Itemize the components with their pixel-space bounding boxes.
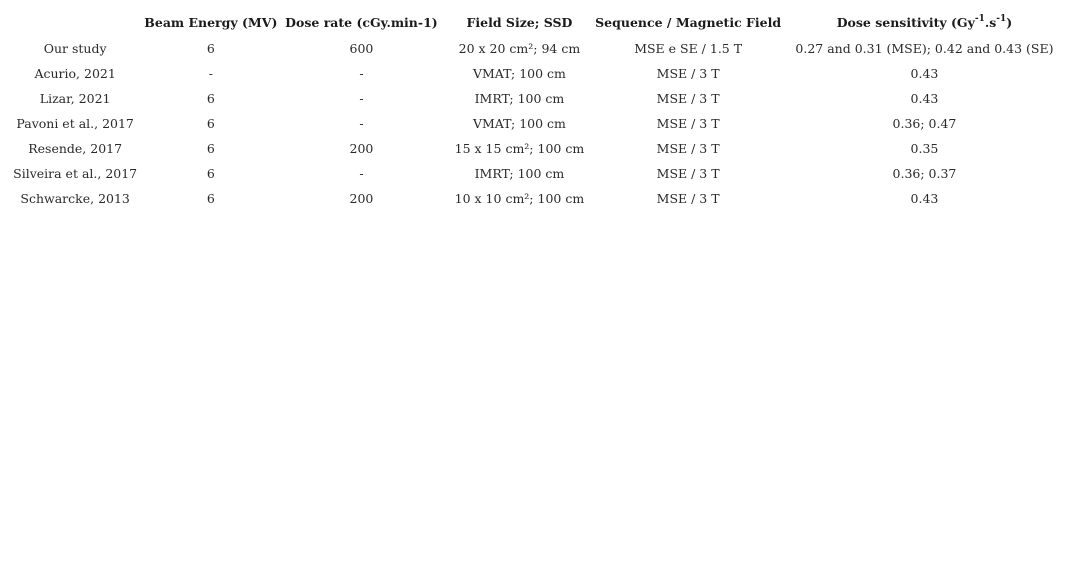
cell-field-size: 20 x 20 cm²; 94 cm: [458, 41, 581, 56]
header-study: [6, 8, 144, 36]
cell-beam-energy: 6: [206, 166, 215, 181]
header-row: [6, 8, 1066, 36]
header-dose-sensitivity: [783, 8, 1066, 36]
cell-dose-rate: 600: [349, 41, 374, 56]
cell-dose-rate: -: [359, 116, 364, 131]
table-row: [6, 186, 1066, 211]
cell-study: Acurio, 2021: [34, 66, 116, 81]
header-dose-sensitivity-exponent-1: -1: [974, 13, 985, 24]
header-dose-sensitivity-suffix: ): [1006, 14, 1013, 30]
table-row: [6, 161, 1066, 186]
header-beam-energy: Beam Energy (MV): [144, 14, 278, 30]
cell-dose-sensitivity: 0.43: [910, 91, 939, 106]
cell-beam-energy: 6: [206, 41, 215, 56]
cell-sequence: MSE / 3 T: [656, 141, 720, 156]
cell-sequence: MSE / 3 T: [656, 66, 720, 81]
cell-study: Pavoni et al., 2017: [16, 116, 134, 131]
cell-dose-sensitivity: 0.43: [910, 66, 939, 81]
cell-study: Our study: [43, 41, 107, 56]
cell-dose-sensitivity: 0.36; 0.47: [892, 116, 957, 131]
cell-dose-sensitivity: 0.36; 0.37: [892, 166, 957, 181]
table-row: [6, 86, 1066, 111]
cell-dose-sensitivity: 0.35: [910, 141, 939, 156]
header-dose-rate: Dose rate (cGy.min-1): [285, 14, 438, 30]
header-field-size: Field Size; SSD: [466, 14, 573, 30]
cell-field-size: IMRT; 100 cm: [474, 91, 565, 106]
cell-beam-energy: 6: [206, 116, 215, 131]
cell-field-size: 15 x 15 cm²; 100 cm: [454, 141, 585, 156]
cell-field-size: IMRT; 100 cm: [474, 166, 565, 181]
cell-beam-energy: 6: [206, 91, 215, 106]
cell-sequence: MSE / 3 T: [656, 91, 720, 106]
cell-beam-energy: 6: [206, 141, 215, 156]
cell-study: Schwarcke, 2013: [20, 191, 130, 206]
table-body: [6, 36, 1066, 211]
table-row: [6, 36, 1066, 61]
table-row: [6, 136, 1066, 161]
cell-study: Silveira et al., 2017: [13, 166, 138, 181]
cell-study: Resende, 2017: [28, 141, 123, 156]
table-row: [6, 61, 1066, 86]
cell-beam-energy: 6: [206, 191, 215, 206]
cell-beam-energy: -: [208, 66, 213, 81]
cell-sequence: MSE / 3 T: [656, 116, 720, 131]
cell-sequence: MSE e SE / 1.5 T: [634, 41, 743, 56]
cell-dose-sensitivity: 0.43: [910, 191, 939, 206]
header-dose-sensitivity-mid: .s: [984, 14, 997, 30]
cell-dose-rate: 200: [349, 191, 374, 206]
cell-dose-rate: 200: [349, 141, 374, 156]
header-sequence: Sequence / Magnetic Field: [595, 14, 782, 30]
cell-sequence: MSE / 3 T: [656, 166, 720, 181]
cell-study: Lizar, 2021: [39, 91, 111, 106]
cell-sequence: MSE / 3 T: [656, 191, 720, 206]
cell-dose-rate: -: [359, 91, 364, 106]
cell-dose-sensitivity: 0.27 and 0.31 (MSE); 0.42 and 0.43 (SE): [795, 41, 1054, 56]
header-dose-sensitivity-prefix: Dose sensitivity (Gy: [836, 14, 975, 30]
cell-dose-rate: -: [359, 166, 364, 181]
cell-field-size: VMAT; 100 cm: [472, 66, 566, 81]
dose-sensitivity-comparison-table: [6, 8, 1066, 211]
table-header: [6, 8, 1066, 36]
cell-field-size: 10 x 10 cm²; 100 cm: [454, 191, 585, 206]
cell-dose-rate: -: [359, 66, 364, 81]
table-row: [6, 111, 1066, 136]
cell-field-size: VMAT; 100 cm: [472, 116, 566, 131]
header-dose-sensitivity-exponent-2: -1: [996, 13, 1007, 24]
